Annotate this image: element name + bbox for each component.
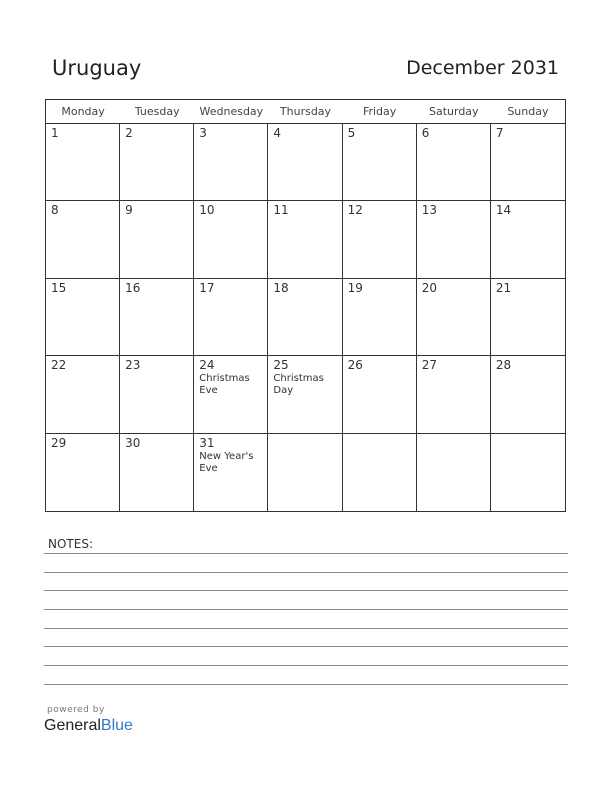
day-cell: [120, 434, 194, 511]
day-cell: [46, 356, 120, 433]
note-line: [44, 572, 568, 573]
month-title: December 2031: [406, 57, 559, 79]
brand-general: General: [44, 717, 101, 734]
generalblue-logo: [44, 717, 133, 735]
note-line: [44, 553, 568, 554]
day-number: 27: [421, 358, 437, 373]
weekday-header: Saturday: [417, 100, 491, 124]
day-cell: [417, 279, 491, 356]
holiday-label: New Year's Eve: [199, 450, 254, 474]
day-number: 9: [125, 203, 133, 218]
day-number: 22: [51, 358, 67, 373]
day-number: 13: [421, 203, 437, 218]
weekday-header: Friday: [343, 100, 417, 124]
day-number: 30: [125, 435, 141, 450]
day-number: 16: [125, 280, 141, 295]
day-cell: [46, 124, 120, 201]
day-cell: [491, 201, 565, 278]
day-cell: [268, 201, 342, 278]
powered-by-text: powered by: [47, 705, 105, 715]
weekday-header: Tuesday: [120, 100, 194, 124]
day-cell: [120, 356, 194, 433]
day-number: 31: [199, 435, 215, 450]
day-number: 1: [51, 126, 59, 140]
day-number: 7: [495, 126, 504, 140]
day-number: 29: [51, 435, 67, 450]
day-cell: [120, 124, 194, 201]
day-cell: [268, 356, 342, 433]
day-number: 17: [199, 280, 215, 295]
note-line: [44, 646, 568, 647]
note-line: [44, 590, 568, 591]
day-number: 15: [51, 280, 67, 295]
day-number: 24: [199, 358, 215, 373]
holiday-label: Christmas Eve: [199, 373, 250, 397]
day-number: 8: [51, 203, 59, 218]
day-number: 3: [199, 126, 207, 140]
day-cell: [268, 124, 342, 201]
day-cell: [46, 434, 120, 511]
day-cell: [343, 434, 417, 511]
country-title: Uruguay: [52, 56, 142, 80]
day-cell: [120, 201, 194, 278]
day-cell: [491, 124, 565, 201]
brand-blue: Blue: [100, 717, 133, 734]
day-number: 23: [125, 358, 141, 373]
day-cell: [343, 124, 417, 201]
weekday-header: Monday: [46, 100, 120, 124]
day-number: 5: [347, 126, 356, 140]
note-line: [44, 628, 568, 629]
day-cell: [46, 201, 120, 278]
day-number: 6: [421, 126, 430, 140]
weekday-header: Wednesday: [194, 100, 268, 124]
day-number: 19: [347, 280, 363, 295]
day-cell: [268, 434, 342, 511]
day-cell: [417, 201, 491, 278]
note-line: [44, 684, 568, 685]
day-cell: [491, 356, 565, 433]
day-number: 25: [273, 358, 289, 373]
day-cell: [194, 201, 268, 278]
note-line: [44, 665, 568, 666]
holiday-label: Christmas Day: [273, 373, 324, 397]
day-cell: [491, 279, 565, 356]
day-number: 18: [273, 280, 289, 295]
day-number: 10: [199, 203, 215, 218]
calendar-grid: [45, 99, 566, 512]
day-cell: [417, 356, 491, 433]
day-number: 21: [495, 280, 512, 295]
day-cell: [343, 279, 417, 356]
day-cell: [46, 279, 120, 356]
day-cell: [194, 279, 268, 356]
day-number: 20: [421, 280, 437, 295]
day-number: 2: [125, 126, 133, 140]
day-cell: [417, 124, 491, 201]
day-number: 14: [495, 203, 512, 218]
day-cell: [120, 279, 194, 356]
day-cell: [343, 356, 417, 433]
day-cell: [194, 356, 268, 433]
notes-label: NOTES:: [48, 537, 93, 551]
day-cell: [343, 201, 417, 278]
day-number: 12: [347, 203, 363, 218]
weekday-header: Sunday: [491, 100, 565, 124]
day-cell: [194, 124, 268, 201]
day-number: 26: [347, 358, 363, 373]
note-line: [44, 609, 568, 610]
weekday-header: Thursday: [268, 100, 342, 124]
day-cell: [491, 434, 565, 511]
day-number: 28: [495, 358, 512, 373]
day-cell: [417, 434, 491, 511]
day-number: 4: [273, 126, 282, 140]
day-cell: [194, 434, 268, 511]
day-cell: [268, 279, 342, 356]
day-number: 11: [273, 203, 289, 218]
